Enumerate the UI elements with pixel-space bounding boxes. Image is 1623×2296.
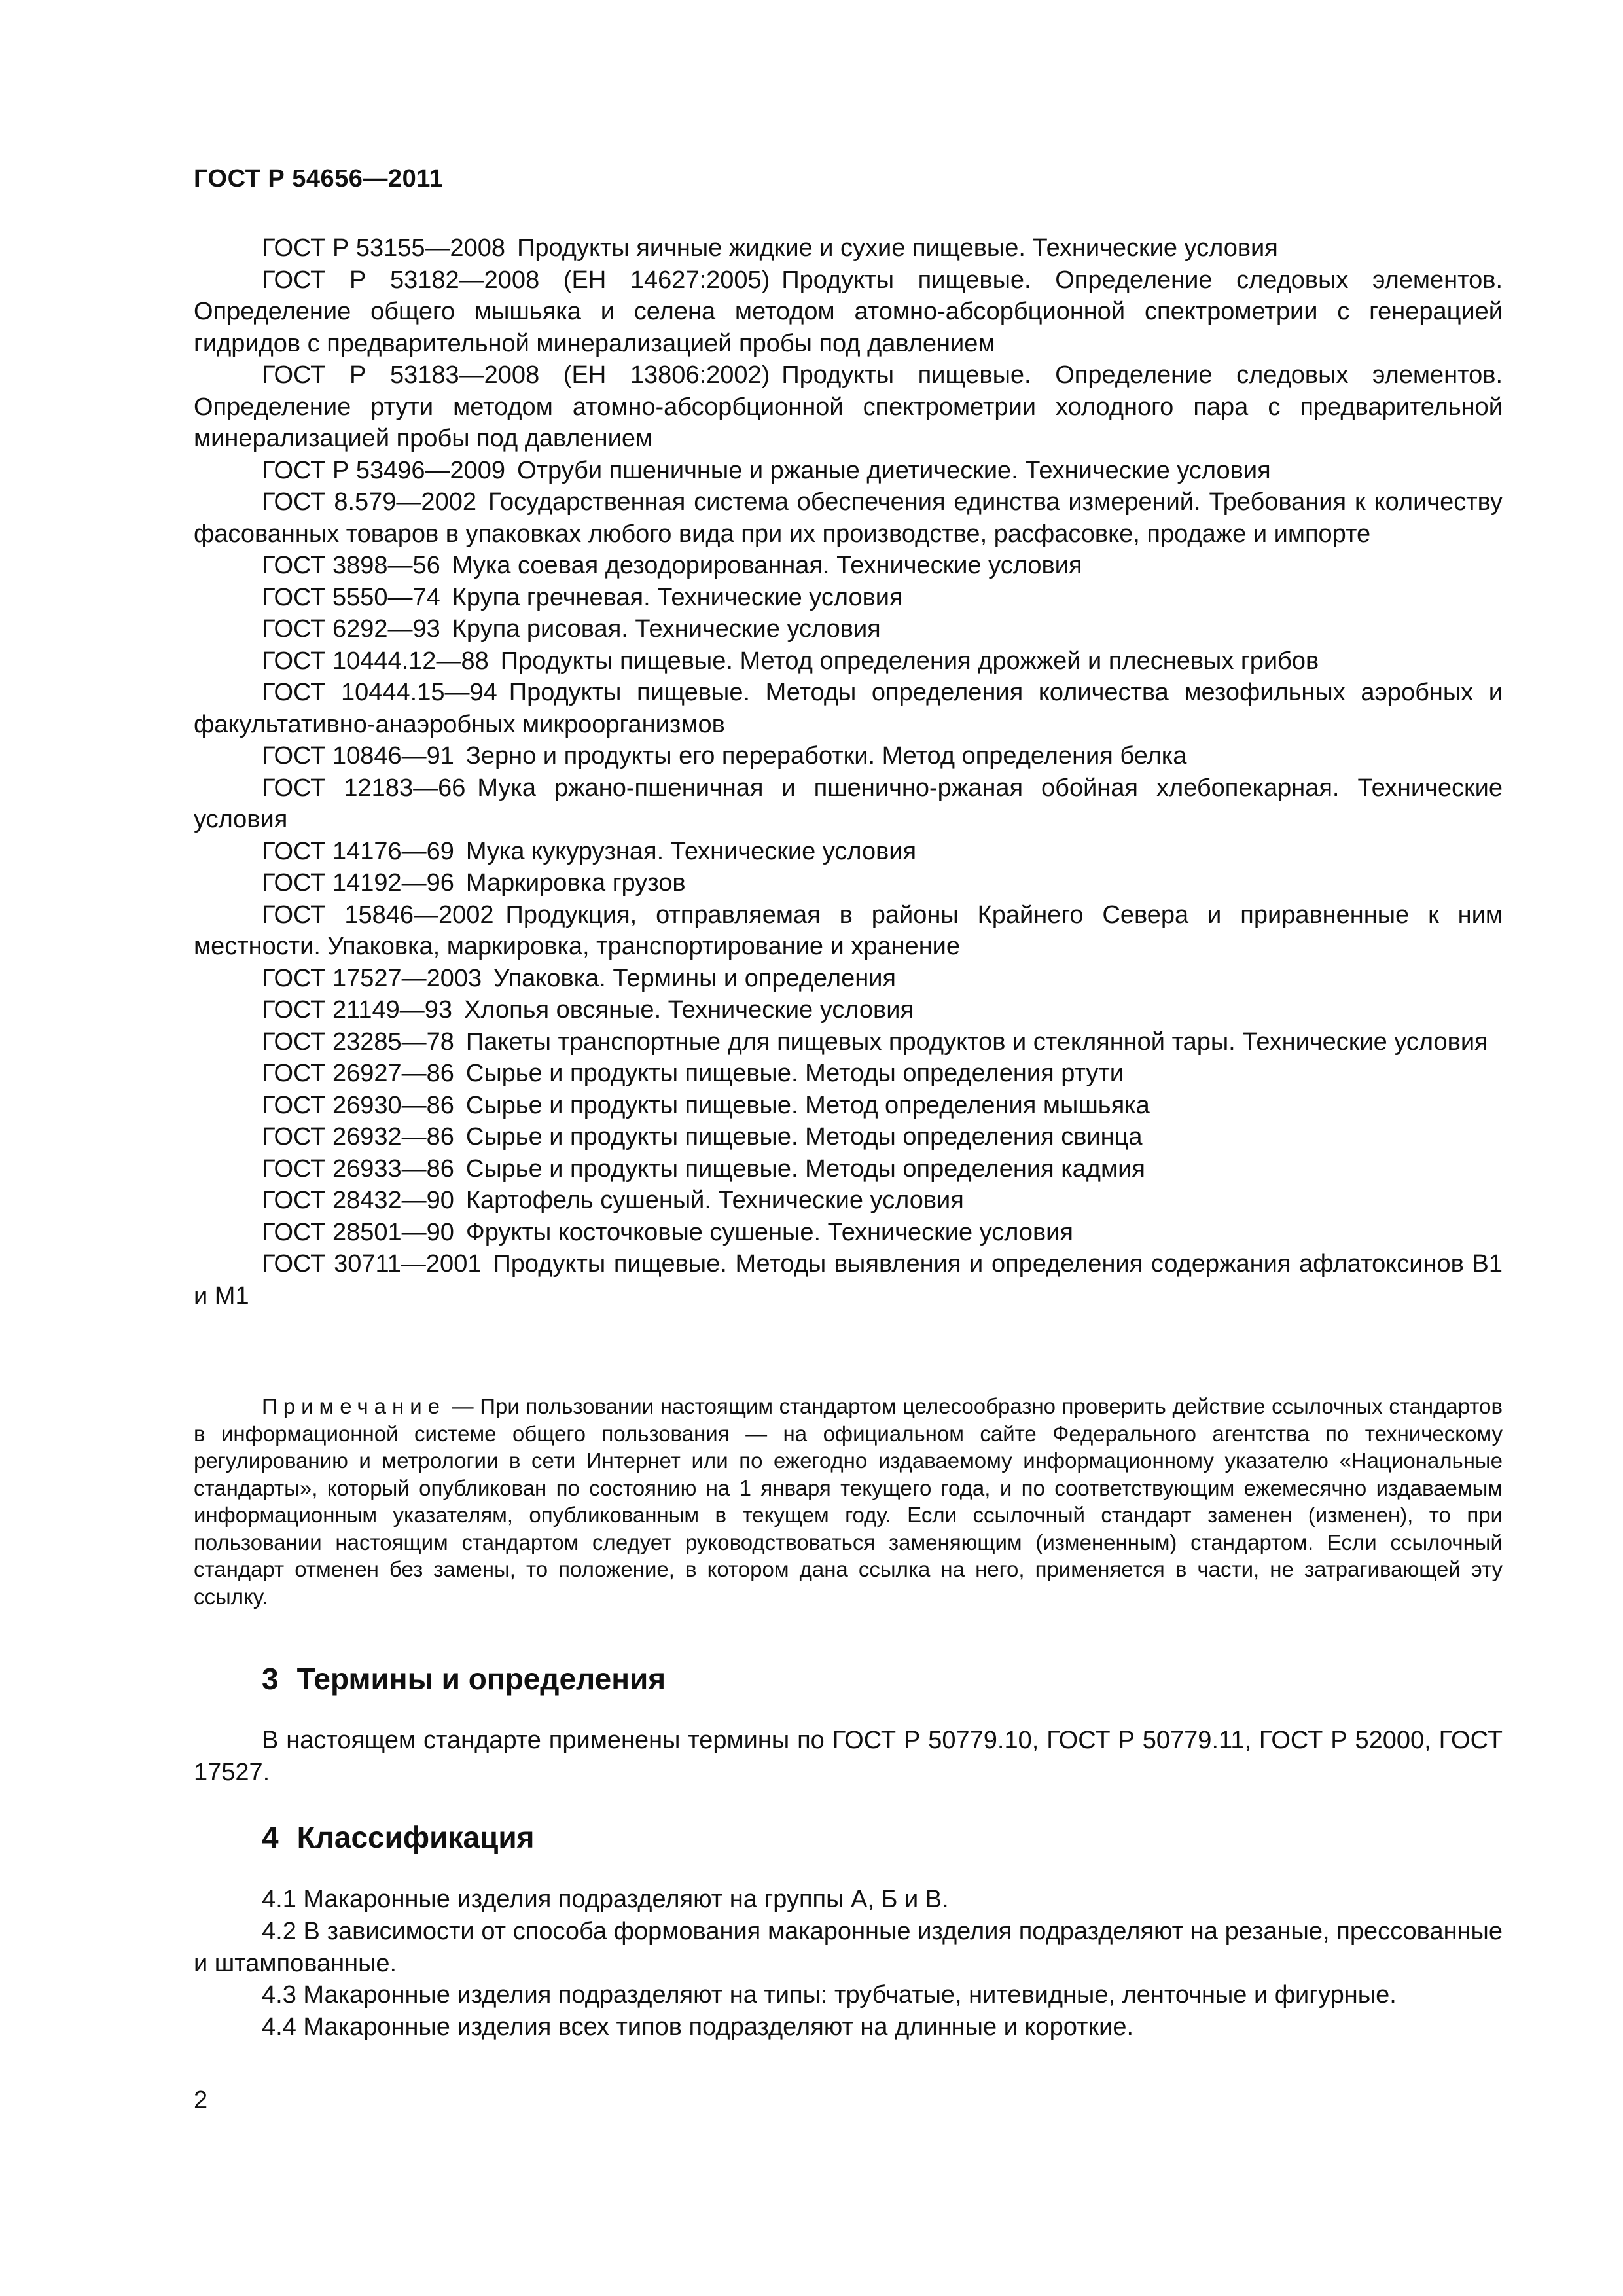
note-text: — При пользовании настоящим стандартом целесообразно проверить действие ссылочных стандартов в информационной системе общего пользования — на официальном сайте Федерального агентства по техническому регулированию и метрологии в сети Интернет или по ежегодно издаваемому информационному указателю «Национальные стандарты», который опубликован по состоянию на 1 января текущего года, и по соответствующим ежемесячно издаваемым информационным указателям, опубликованным в текущем году. Если ссылочный стандарт заменен (изменен), то при пользовании настоящим стандартом следует руководствоваться заменяющим (измененным) стандартом. Если ссылочный стандарт отменен без замены, то положение, в котором дана ссылка на него, применяется в части, не затрагивающей эту ссылку.	[194, 1394, 1503, 1609]
reference-title: Мука кукурузная. Технические условия	[465, 837, 917, 865]
reference-title: Сырье и продукты пищевые. Метод определения мышьяка	[465, 1091, 1150, 1119]
reference-code: ГОСТ 30711—2001	[262, 1250, 482, 1278]
reference-title: Зерно и продукты его переработки. Метод определения белка	[465, 742, 1187, 770]
references-note	[194, 1393, 1503, 1610]
reference-title: Продукты пищевые. Методы выявления и определения содержания афлатоксинов В1 и М1	[194, 1250, 1503, 1310]
page-number: 2	[194, 2087, 208, 2114]
reference-title: Пакеты транспортные для пищевых продуктов и стеклянной тары. Технические условия	[465, 1028, 1488, 1056]
reference-code: ГОСТ Р 53182—2008 (ЕН 14627:2005)	[262, 266, 770, 294]
reference-code: ГОСТ 10444.12—88	[262, 647, 489, 675]
section-4-item: 4.3 Макаронные изделия подразделяют на типы: трубчатые, нитевидные, ленточные и фигурные.	[262, 1981, 1397, 2009]
reference-title: Отруби пшеничные и ржаные диетические. Технические условия	[517, 456, 1271, 484]
note-label: Примечание	[262, 1394, 446, 1418]
reference-code: ГОСТ 21149—93	[262, 996, 453, 1024]
reference-item	[194, 836, 1503, 868]
reference-item	[194, 582, 1503, 614]
reference-code: ГОСТ 28501—90	[262, 1218, 454, 1246]
reference-item	[194, 645, 1503, 677]
reference-item	[194, 740, 1503, 772]
reference-item	[194, 1153, 1503, 1185]
reference-item	[194, 550, 1503, 582]
reference-title: Крупа рисовая. Технические условия	[452, 615, 881, 643]
section-4-item: 4.1 Макаронные изделия подразделяют на группы А, Б и В.	[262, 1886, 949, 1913]
reference-item	[194, 899, 1503, 963]
reference-item	[194, 1248, 1503, 1312]
reference-code: ГОСТ 26927—86	[262, 1060, 454, 1087]
reference-code: ГОСТ 26933—86	[262, 1155, 454, 1183]
reference-title: Мука ржано-пшеничная и пшенично-ржаная обойная хлебопекарная. Технические условия	[194, 774, 1503, 833]
document-header: ГОСТ Р 54656—2011	[194, 165, 444, 192]
reference-title: Маркировка грузов	[465, 869, 686, 897]
reference-title: Продукты яичные жидкие и сухие пищевые. Технические условия	[517, 234, 1278, 262]
reference-item	[194, 359, 1503, 455]
reference-code: ГОСТ 17527—2003	[262, 964, 482, 992]
reference-code: ГОСТ 28432—90	[262, 1187, 454, 1214]
reference-title: Картофель сушеный. Технические условия	[465, 1187, 964, 1214]
section-3-heading	[262, 1661, 666, 1696]
reference-title: Крупа гречневая. Технические условия	[452, 583, 903, 611]
section-3-text: В настоящем стандарте применены термины по ГОСТ Р 50779.10, ГОСТ Р 50779.11, ГОСТ Р 52000, ГОСТ 17527.	[194, 1727, 1503, 1786]
reference-title: Фрукты косточковые сушеные. Технические условия	[465, 1218, 1073, 1246]
reference-title: Продукты пищевые. Определение следовых элементов. Определение общего мышьяка и селена методом атомно-абсорбционной спектрометрии с генерацией гидридов с предварительной минерализацией пробы под давлением	[194, 266, 1503, 357]
reference-code: ГОСТ 5550—74	[262, 583, 440, 611]
reference-item	[194, 264, 1503, 360]
reference-item	[194, 772, 1503, 836]
reference-title: Мука соевая дезодорированная. Технические условия	[452, 552, 1082, 579]
section-4-item: 4.2 В зависимости от способа формования макаронные изделия подразделяют на резаные, прессованные и штампованные.	[194, 1918, 1503, 1977]
reference-code: ГОСТ 26932—86	[262, 1123, 454, 1151]
reference-code: ГОСТ 14176—69	[262, 837, 454, 865]
normative-references-list	[194, 232, 1503, 1312]
reference-title: Сырье и продукты пищевые. Методы определения кадмия	[465, 1155, 1145, 1183]
reference-item	[194, 1185, 1503, 1217]
reference-code: ГОСТ 15846—2002	[262, 901, 494, 929]
reference-title: Продукты пищевые. Определение следовых элементов. Определение ртути методом атомно-абсорбционной спектрометрии холодного пара с предварительной минерализацией пробы под давлением	[194, 361, 1503, 452]
section-title: Термины и определения	[296, 1662, 666, 1696]
reference-item	[194, 1058, 1503, 1090]
reference-code: ГОСТ 6292—93	[262, 615, 440, 643]
reference-item	[194, 994, 1503, 1026]
reference-code: ГОСТ 8.579—2002	[262, 488, 476, 516]
reference-item	[194, 486, 1503, 550]
reference-title: Хлопья овсяные. Технические условия	[464, 996, 914, 1024]
reference-code: ГОСТ 23285—78	[262, 1028, 454, 1056]
reference-item	[194, 1090, 1503, 1122]
reference-item	[194, 1121, 1503, 1153]
section-number: 3	[262, 1662, 279, 1696]
reference-item	[194, 613, 1503, 645]
reference-code: ГОСТ Р 53155—2008	[262, 234, 506, 262]
reference-code: ГОСТ 10444.15—94	[262, 679, 497, 706]
reference-item	[194, 677, 1503, 740]
reference-code: ГОСТ Р 53183—2008 (ЕН 13806:2002)	[262, 361, 770, 389]
reference-code: ГОСТ 3898—56	[262, 552, 440, 579]
section-4-item: 4.4 Макаронные изделия всех типов подразделяют на длинные и короткие.	[262, 2013, 1134, 2041]
reference-code: ГОСТ 14192—96	[262, 869, 454, 897]
section-number: 4	[262, 1820, 279, 1854]
reference-code: ГОСТ 10846—91	[262, 742, 454, 770]
reference-item	[194, 455, 1503, 487]
reference-item	[194, 1217, 1503, 1249]
reference-title: Продукты пищевые. Метод определения дрожжей и плесневых грибов	[500, 647, 1319, 675]
section-4-heading	[262, 1820, 534, 1855]
reference-code: ГОСТ 12183—66	[262, 774, 466, 802]
reference-title: Государственная система обеспечения единства измерений. Требования к количеству фасованных товаров в упаковках любого вида при их производстве, расфасовке, продаже и импорте	[194, 488, 1503, 548]
reference-item	[194, 1026, 1503, 1058]
reference-item	[194, 963, 1503, 995]
reference-title: Продукты пищевые. Методы определения количества мезофильных аэробных и факультативно-анаэробных микроорганизмов	[194, 679, 1503, 738]
reference-title: Продукция, отправляемая в районы Крайнего Севера и приравненные к ним местности. Упаковка, маркировка, транспортирование и хранение	[194, 901, 1503, 960]
reference-code: ГОСТ Р 53496—2009	[262, 456, 506, 484]
reference-title: Сырье и продукты пищевые. Методы определения ртути	[465, 1060, 1124, 1087]
reference-title: Упаковка. Термины и определения	[493, 964, 897, 992]
reference-item	[194, 867, 1503, 899]
reference-code: ГОСТ 26930—86	[262, 1091, 454, 1119]
section-title: Классификация	[296, 1820, 535, 1854]
reference-title: Сырье и продукты пищевые. Методы определения свинца	[465, 1123, 1143, 1151]
reference-item	[194, 232, 1503, 264]
